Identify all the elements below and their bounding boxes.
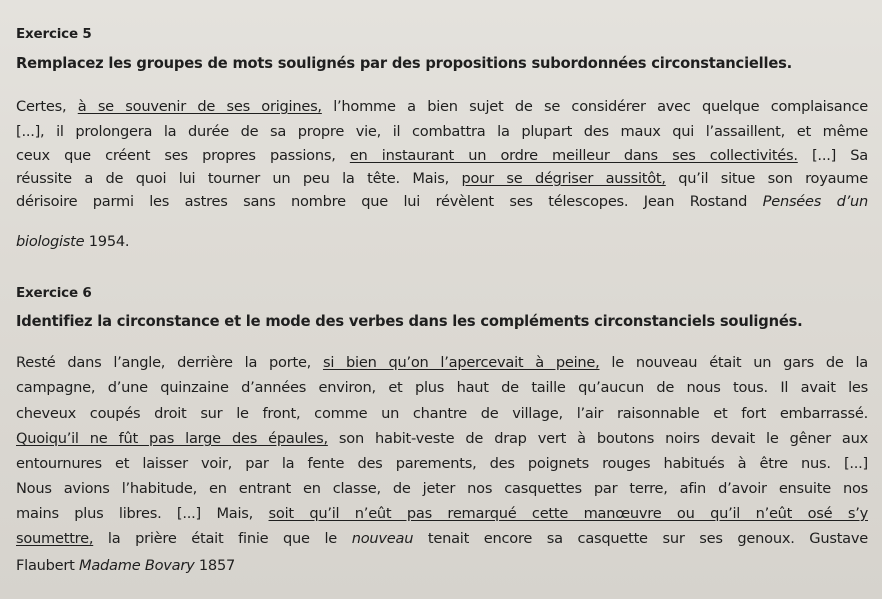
underlined-group: soumettre, [16,530,94,547]
text-segment: réussite a de quoi lui tourner un peu la tête. Mais, [16,170,462,187]
exercise-6-line-4 [16,430,868,447]
text-segment: son habit-veste de drap vert à boutons noirs devait le gêner aux [327,430,868,447]
exercise-6-line-1 [16,354,868,371]
text-segment: 1954. [84,233,130,250]
exercise-5-line-5 [16,193,868,210]
work-title: Pensées d’un [762,193,868,210]
exercise-6-instruction: Identifiez la circonstance et le mode des verbes dans les compléments circonstanciels soulignés. [16,313,803,330]
underlined-group: en instaurant un ordre meilleur dans ses collectivités. [349,147,798,164]
exercise-5-title: Exercice 5 [16,26,92,42]
text-segment: tenait encore sa casquette sur ses genoux. Gustave [413,530,868,547]
text-segment: ceux que créent ses propres passions, [16,147,350,164]
exercise-6-line-8 [16,530,868,547]
exercise-6-line-9 [16,557,235,574]
author-name: Flaubert [16,557,79,574]
underlined-group: Quoiqu’il ne fût pas large des épaules, [16,430,328,447]
work-title: Madame Bovary [79,557,195,574]
exercise-5-line-1 [16,98,868,115]
work-title: biologiste [16,233,85,250]
text-segment: l’homme a bien sujet de se considérer avec quelque complaisance [321,98,868,115]
underlined-group: pour se dégriser aussitôt, [461,170,666,187]
underlined-group: soit qu’il n’eût pas remarqué cette manœuvre ou qu’il n’eût osé s’y [268,505,868,522]
exercise-6-line-5: entournures et laisser voir, par la fente des parements, des poignets rouges habitués à être nus. [...] [16,455,868,472]
text-segment: mains plus libres. [...] Mais, [16,505,269,522]
exercise-5-line-4 [16,170,868,187]
exercise-5-line-6 [16,233,129,250]
exercise-6-line-2: campagne, d’une quinzaine d’années environ, et plus haut de taille qu’aucun de nous tous. Il avait les [16,379,868,396]
exercise-5-instruction: Remplacez les groupes de mots soulignés par des propositions subordonnées circonstancielles. [16,55,793,72]
exercise-6-title: Exercice 6 [16,285,92,301]
exercise-6-line-3: cheveux coupés droit sur le front, comme un chantre de village, l’air raisonnable et fort embarrassé. [16,405,868,422]
underlined-group: à se souvenir de ses origines, [77,98,322,115]
exercise-6-line-7 [16,505,868,522]
text-segment: qu’il situe son royaume [665,170,868,187]
exercise-5-line-2: [...], il prolongera la durée de sa propre vie, il combattra la plupart des maux qui l’assaillent, et même [16,123,868,140]
text-segment: la prière était finie que le [93,530,352,547]
text-segment: Resté dans l’angle, derrière la porte, [16,354,323,371]
text-segment: [...] Sa [797,147,868,164]
exercise-5-line-3 [16,147,868,164]
text-segment: Certes, [16,98,78,115]
italic-word: nouveau [351,530,414,547]
text-segment: 1857 [194,557,236,574]
text-segment: dérisoire parmi les astres sans nombre que lui révèlent ses télescopes. Jean Rostand [16,193,763,210]
text-segment: le nouveau était un gars de la [599,354,868,371]
exercise-6-line-6: Nous avions l’habitude, en entrant en classe, de jeter nos casquettes par terre, afin d’avoir ensuite nos [16,480,868,497]
underlined-group: si bien qu’on l’apercevait à peine, [322,354,600,371]
